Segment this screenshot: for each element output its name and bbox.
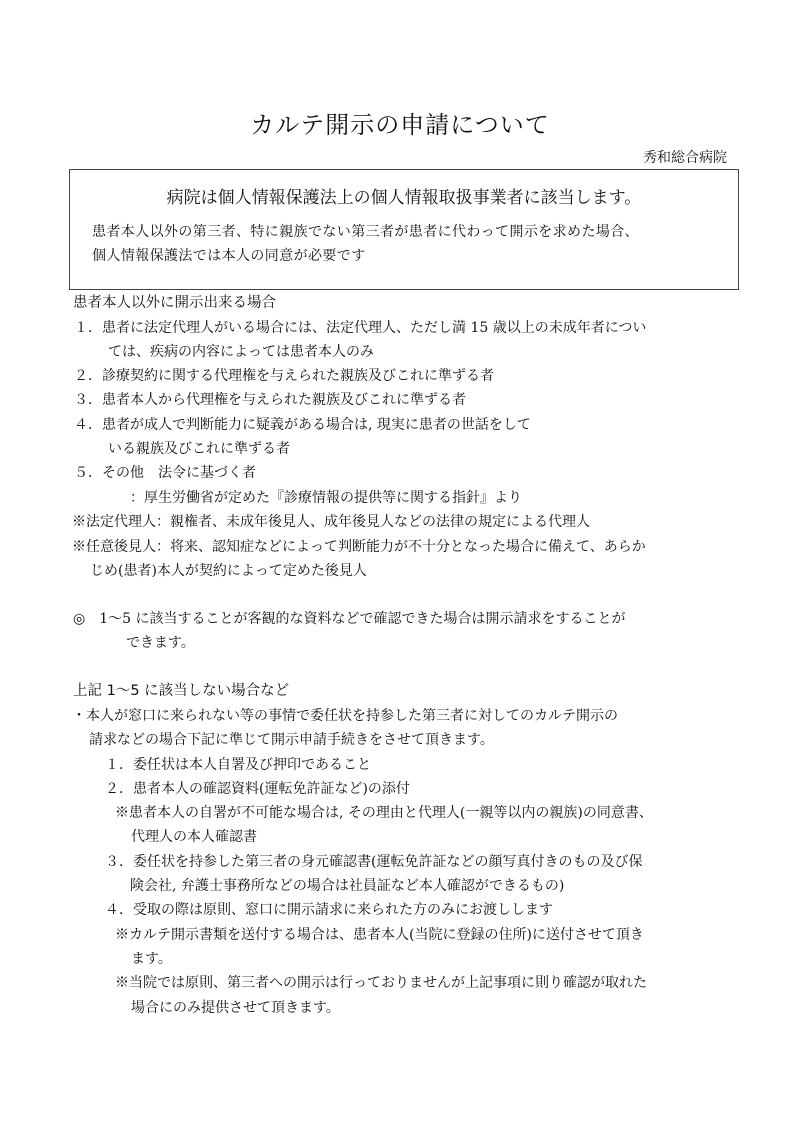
notice-line: 患者本人以外の第三者、特に親族でない第三者が患者に代わって開示を求めた場合、 — [92, 224, 640, 240]
section2-line: ２．患者本人の確認資料(運転免許証など)の添付 — [105, 781, 410, 797]
section2-line: 請求などの場合下記に準じて開示申請手続きをさせて頂きます。 — [89, 732, 494, 748]
section1-line: １．患者に法定代理人がいる場合には、法定代理人、ただし満 15 歳以上の未成年者につい — [74, 320, 647, 336]
section2-line: 代理人の本人確認書 — [131, 829, 257, 845]
note-line: できます。 — [126, 635, 195, 651]
section1-line: ４．患者が成人で判断能力に疑義がある場合は, 現実に患者の世話をして — [74, 417, 531, 433]
section1-line: いる親族及びこれに準ずる者 — [108, 441, 290, 457]
section2-line: ます。 — [131, 951, 172, 967]
notice-box — [69, 169, 739, 290]
section2-line: 場合にのみ提供させて頂きます。 — [131, 1000, 340, 1016]
section2-line: ※カルテ開示書類を送付する場合は、患者本人(当院に登録の住所)に送付させて頂き — [115, 927, 644, 943]
section2-line: 険会社, 弁護士事務所などの場合は社員証など本人確認ができるもの) — [130, 878, 565, 894]
section2-line: ４．受取の際は原則、窓口に開示請求に来られた方のみにお渡しします — [105, 902, 553, 918]
section2-line: ※当院では原則、第三者への開示は行っておりませんが上記事項に則り確認が取れた — [115, 975, 647, 991]
section1-line: ２．診療契約に関する代理権を与えられた親族及びこれに準ずる者 — [74, 368, 494, 384]
section1-line: ※法定代理人：親権者、未成年後見人、成年後見人などの法律の規定による代理人 — [72, 514, 590, 530]
section2-line: ３．委任状を持参した第三者の身元確認書(運転免許証などの顔写真付きのもの及び保 — [105, 854, 643, 870]
notice-heading: 病院は個人情報保護法上の個人情報取扱事業者に該当します。 — [166, 188, 642, 208]
page-title: カルテ開示の申請について — [250, 111, 550, 139]
section2-line: ※患者本人の自署が不可能な場合は, その理由と代理人(一親等以内の親族)の同意書、 — [115, 805, 653, 821]
section1-line: ※任意後見人：将来、認知症などによって判断能力が不十分となった場合に備えて、あらか — [72, 539, 646, 555]
notice-line: 個人情報保護法では本人の同意が必要です — [92, 248, 366, 264]
section2-heading: 上記 1～5 に該当しない場合など — [73, 683, 290, 699]
section1-line: ５．その他 法令に基づく者 — [74, 465, 256, 481]
note-line: ◎ 1～5 に該当することが客観的な資料などで確認できた場合は開示請求をすることが — [73, 611, 626, 627]
organization-name: 秀和総合病院 — [643, 150, 727, 166]
section1-line: ：厚生労働省が定めた『診療情報の提供等に関する指針』より — [130, 490, 522, 506]
section2-line: ・本人が窓口に来られない等の事情で委任状を持参した第三者に対してのカルテ開示の — [72, 708, 618, 724]
notice-body — [92, 220, 732, 268]
section1-line: ３．患者本人から代理権を与えられた親族及びこれに準ずる者 — [74, 392, 466, 408]
section1-heading: 患者本人以外に開示出来る場合 — [73, 295, 276, 311]
section2-line: １．委任状は本人自署及び押印であること — [105, 757, 371, 773]
section1-line: じめ(患者)本人が契約によって定めた後見人 — [90, 563, 367, 579]
section1-line: ては、疾病の内容によっては患者本人のみ — [108, 344, 374, 360]
